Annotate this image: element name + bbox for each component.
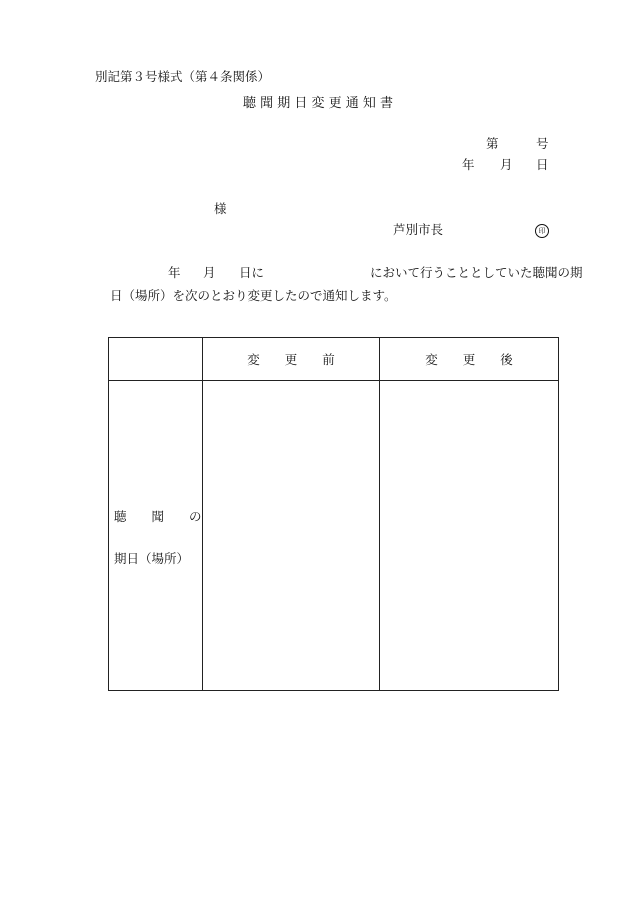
header-blank-cell (109, 338, 203, 381)
document-title: 聴 聞 期 日 変 更 通 知 書 (243, 96, 394, 111)
seal-mark (535, 221, 549, 238)
body-line1-rest: において行うこととしていた聴聞の期 (370, 265, 583, 280)
date-day: 日 (536, 157, 549, 172)
body-month: 月 (203, 265, 216, 280)
body-year: 年 (168, 265, 181, 280)
before-value-cell[interactable] (203, 381, 380, 691)
seal-icon: 印 (535, 224, 549, 238)
row-label-line-1: 聴 聞 の (114, 509, 202, 524)
body-line2: 日（場所）を次のとおり変更したので通知します。 (110, 288, 397, 303)
date-year: 年 (462, 157, 475, 172)
sender-name: 芦別市長 (393, 222, 444, 237)
number-dai: 第 (486, 136, 499, 151)
date-month: 月 (500, 157, 513, 172)
after-value-cell[interactable] (380, 381, 559, 691)
form-id: 別記第３号様式（第４条関係） (95, 69, 271, 84)
change-table (108, 337, 559, 691)
row-label-line-2: 期日（場所） (114, 551, 190, 566)
addressee-suffix: 様 (214, 201, 227, 216)
header-before: 変 更 前 (203, 338, 380, 381)
header-after: 変 更 後 (380, 338, 559, 381)
body-day: 日に (239, 265, 265, 280)
number-go: 号 (536, 136, 549, 151)
row-label-cell (109, 381, 203, 691)
